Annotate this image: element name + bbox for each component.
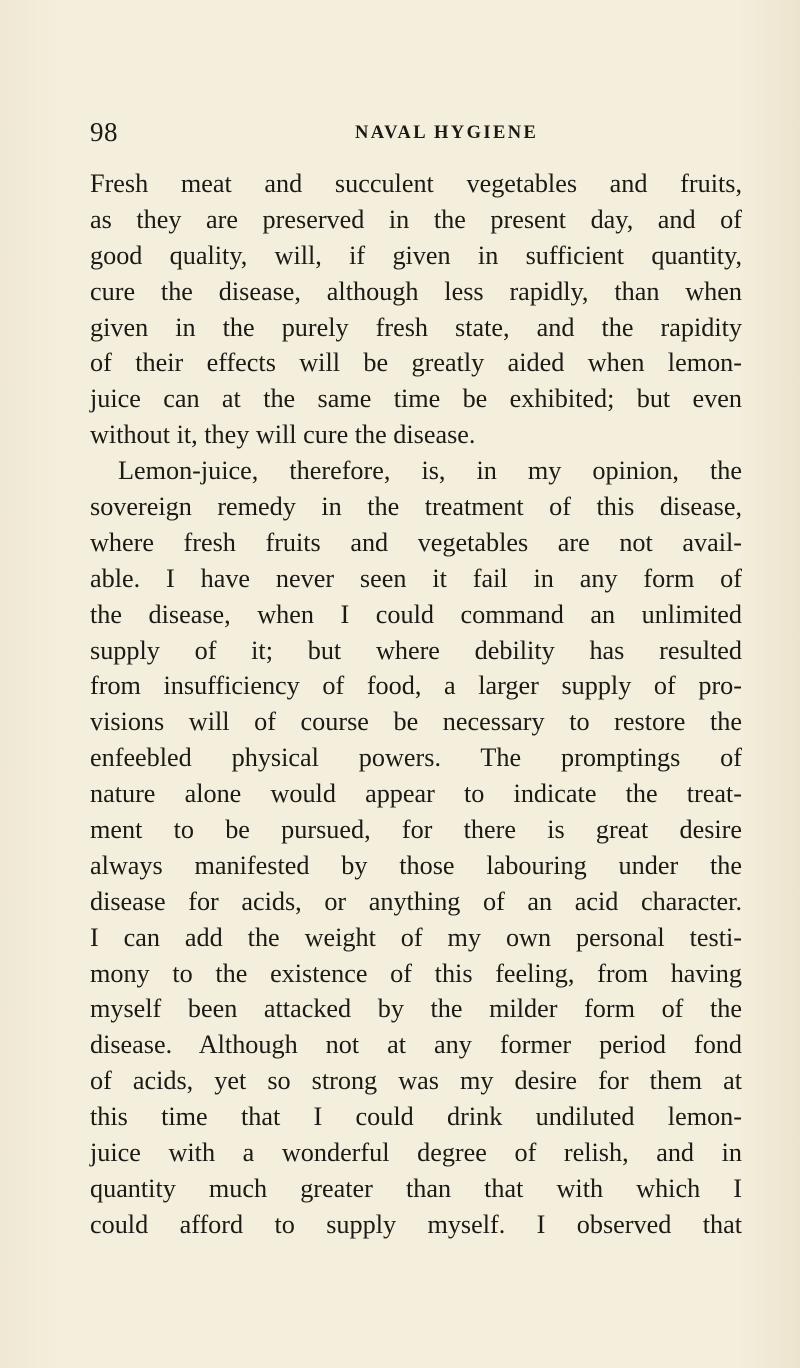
text-line: ment to be pursued, for there is great desire — [90, 815, 742, 845]
text-line: from insufficiency of food, a larger supply of pro- — [90, 671, 742, 701]
text-line: juice with a wonderful degree of relish, and in — [90, 1138, 742, 1168]
running-head: NAVAL HYGIENE — [355, 123, 539, 143]
text-line: sovereign remedy in the treatment of this disease, — [90, 492, 742, 522]
text-line: where fresh fruits and vegetables are not avail- — [90, 527, 742, 557]
text-line: always manifested by those labouring under the — [90, 850, 742, 880]
page-header — [90, 117, 730, 157]
body-text — [90, 166, 742, 1243]
text-line: nature alone would appear to indicate the treat- — [90, 779, 742, 809]
text-line: juice can at the same time be exhibited; but even — [90, 384, 742, 414]
text-line: supply of it; but where debility has resulted — [90, 635, 742, 665]
page-number: 98 — [90, 117, 118, 147]
text-line: visions will of course be necessary to restore the — [90, 707, 742, 737]
text-line: without it, they will cure the disease. — [90, 420, 476, 450]
text-line: quantity much greater than that with which I — [90, 1173, 742, 1203]
text-line: myself been attacked by the milder form of the — [90, 994, 742, 1024]
text-line: disease. Although not at any former period fond — [90, 1030, 742, 1060]
text-line: good quality, will, if given in sufficient quantity, — [90, 240, 742, 270]
text-line: Fresh meat and succulent vegetables and fruits, — [90, 169, 742, 198]
text-line: could afford to supply myself. I observed that — [90, 1209, 742, 1239]
text-line: enfeebled physical powers. The promptings of — [90, 743, 742, 773]
text-line: Lemon-juice, therefore, is, in my opinion, the — [118, 456, 742, 486]
text-line: the disease, when I could command an unlimited — [90, 599, 742, 629]
text-line: as they are preserved in the present day, and of — [90, 204, 742, 234]
text-line: cure the disease, although less rapidly, than when — [90, 276, 742, 306]
text-line: I can add the weight of my own personal testi- — [90, 922, 742, 952]
text-line: this time that I could drink undiluted lemon- — [90, 1102, 742, 1132]
text-line: mony to the existence of this feeling, from having — [90, 958, 742, 988]
text-line: able. I have never seen it fail in any form of — [90, 563, 742, 593]
text-line: of acids, yet so strong was my desire for them at — [90, 1066, 742, 1096]
text-line: given in the purely fresh state, and the rapidity — [90, 312, 742, 342]
text-line: of their effects will be greatly aided when lemon- — [90, 348, 742, 378]
text-line: disease for acids, or anything of an acid character. — [90, 886, 742, 916]
